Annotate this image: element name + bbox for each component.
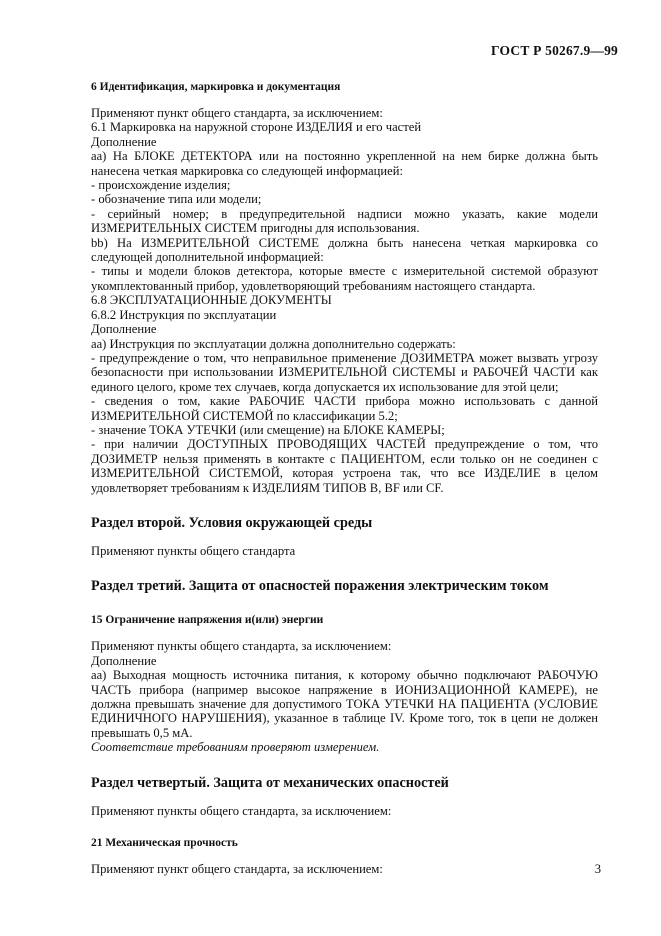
- paragraph: аа) Выходная мощность источника питания, к которому обычно подключают РАБОЧУЮ ЧАСТЬ прибора (например высокое напряжение в ИОНИЗАЦИОННОЙ КАМЕРЕ), не должна превышать значение для допустимого ТОКА УТЕЧКИ НА ПАЦИЕНТА (УСЛОВИЕ ЕДИНИЧНОГО НАРУШЕНИЯ), указанное в таблице IV. Кроме того, ток в цепи не должен превышать 0,5 мА.: [91, 668, 598, 740]
- paragraph: Применяют пункты общего стандарта, за исключением:: [91, 639, 392, 654]
- paragraph: аа) Инструкция по эксплуатации должна дополнительно содержать:: [91, 336, 456, 351]
- compliance-note: Соответствие требованиям проверяют измерением.: [91, 740, 380, 755]
- paragraph: - значение ТОКА УТЕЧКИ (или смещение) на БЛОКЕ КАМЕРЫ;: [91, 422, 445, 437]
- document-body: [91, 80, 598, 876]
- page-number: 3: [594, 862, 601, 876]
- paragraph: Дополнение: [91, 653, 157, 668]
- paragraph: 6.8 ЭКСПЛУАТАЦИОННЫЕ ДОКУМЕНТЫ: [91, 293, 332, 308]
- paragraph: - при наличии ДОСТУПНЫХ ПРОВОДЯЩИХ ЧАСТЕЙ предупреждение о том, что ДОЗИМЕТР нельзя применять в контакте с ПАЦИЕНТОМ, если только он не соединен с ИЗМЕРИТЕЛЬНОЙ СИСТЕМОЙ, которая устроена так, что все ИЗДЕЛИЕ в целом удовлетворяет требованиям к ИЗДЕЛИЯМ ТИПОВ В, BF или CF.: [91, 437, 598, 495]
- paragraph: Применяют пункт общего стандарта, за исключением:: [91, 106, 383, 120]
- part-4-heading: Раздел четвертый. Защита от механических опасностей: [91, 774, 449, 791]
- paragraph: Применяют пункт общего стандарта, за исключением:: [91, 862, 383, 877]
- paragraph: bb) На ИЗМЕРИТЕЛЬНОЙ СИСТЕМЕ должна быть нанесена четкая маркировка со следующей дополнительной информацией:: [91, 235, 598, 265]
- paragraph: Применяют пункты общего стандарта: [91, 543, 296, 558]
- part-3-heading: Раздел третий. Защита от опасностей поражения электрическим током: [91, 578, 549, 595]
- paragraph: 6.8.2 Инструкция по эксплуатации: [91, 307, 277, 322]
- section-21-heading: 21 Механическая прочность: [91, 837, 238, 850]
- paragraph: Дополнение: [91, 134, 157, 149]
- paragraph: - типы и модели блоков детектора, которые вместе с измерительной системой образуют укомплектованный прибор, удовлетворяющий требованиям настоящего стандарта.: [91, 264, 598, 293]
- paragraph: - происхождение изделия;: [91, 178, 231, 193]
- paragraph: Дополнение: [91, 322, 157, 337]
- paragraph: - обозначение типа или модели;: [91, 192, 262, 207]
- paragraph: - предупреждение о том, что неправильное применение ДОЗИМЕТРА может вызвать угрозу безопасности при использовании ИЗМЕРИТЕЛЬНОЙ СИСТЕМЫ и РАБОЧЕЙ ЧАСТИ как единого целого, кроме тех случаев, когда допускается их использование для этой цели;: [91, 350, 598, 394]
- paragraph: Применяют пункты общего стандарта, за исключением:: [91, 803, 392, 818]
- section-15-heading: 15 Ограничение напряжения и(или) энергии: [91, 614, 324, 627]
- section-6-heading: 6 Идентификация, маркировка и документация: [91, 81, 341, 93]
- part-2-heading: Раздел второй. Условия окружающей среды: [91, 514, 373, 531]
- paragraph: 6.1 Маркировка на наружной стороне ИЗДЕЛИЯ и его частей: [91, 120, 422, 135]
- paragraph: аа) На БЛОКЕ ДЕТЕКТОРА или на постоянно укрепленной на нем бирке должна быть нанесена четкая маркировка со следующей информацией:: [91, 149, 598, 178]
- paragraph: - сведения о том, какие РАБОЧИЕ ЧАСТИ прибора можно использовать с данной ИЗМЕРИТЕЛЬНОЙ СИСТЕМОЙ по классификации 5.2;: [91, 394, 598, 423]
- page-header-standard: ГОСТ Р 50267.9—99: [491, 43, 618, 58]
- paragraph: - серийный номер; в предупредительной надписи можно указать, какие модели ИЗМЕРИТЕЛЬНЫХ СИСТЕМ пригодны для использования.: [91, 206, 598, 236]
